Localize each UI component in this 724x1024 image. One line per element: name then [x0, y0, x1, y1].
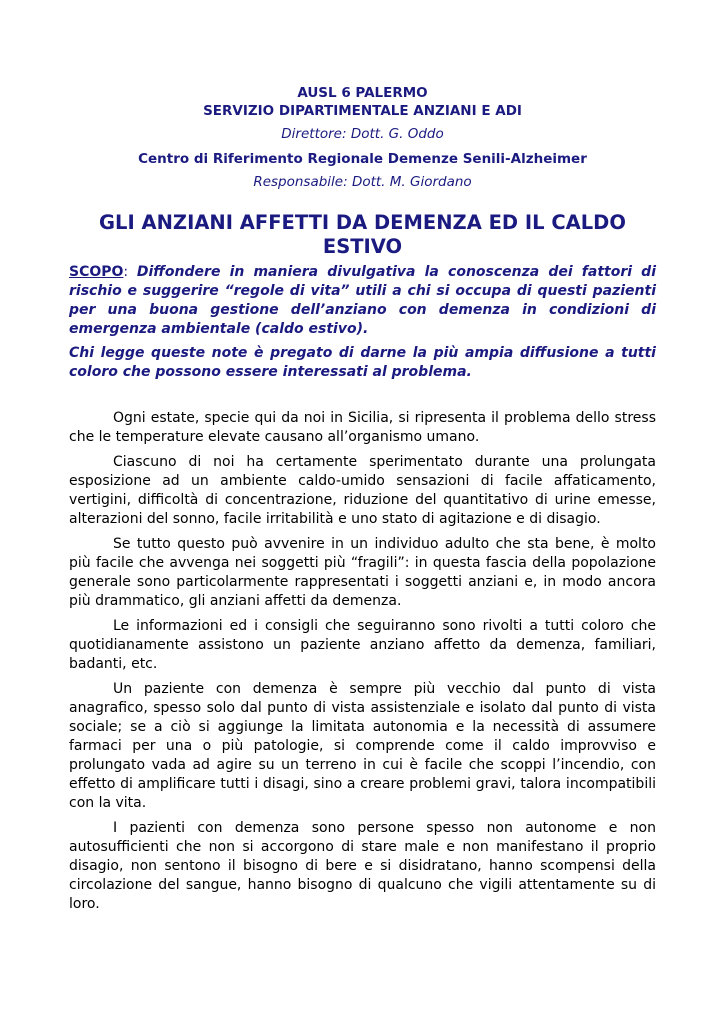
scope-text: Diffondere in maniera divulgativa la conoscenza dei fattori di rischio e suggerire “regole di vita” utili a chi si occupa di questi pazienti per una buona gestione dell’anziano con demenza in condizioni di emergenza ambientale (caldo estivo). — [69, 264, 657, 337]
paragraph: I pazienti con demenza sono persone spesso non autonome e non autosufficienti che non si accorgono di stare male e non manifestano il proprio disagio, non sentono il bisogno di bere e si disidratano, hanno scompensi della circolazione del sangue, hanno bisogno di qualcuno che vigili attentamente su di loro. — [69, 820, 656, 912]
manager-line: Responsabile: Dott. M. Giordano — [253, 174, 472, 190]
paragraph: Se tutto questo può avvenire in un individuo adulto che sta bene, è molto più facile che avvenga nei soggetti più “fragili”: in questa fascia della popolazione generale sono particolarmente rappresentati i soggetti anziani e, in modo ancora più drammatico, gli anziani affetti da demenza. — [69, 536, 656, 609]
director-line: Direttore: Dott. G. Oddo — [281, 126, 444, 142]
paragraph: Le informazioni ed i consigli che seguiranno sono rivolti a tutti coloro che quotidianamente assistono un paziente anziano affetto da demenza, familiari, badanti, etc. — [69, 618, 656, 672]
document-page — [69, 84, 656, 920]
centre-name: Centro di Riferimento Regionale Demenze Senili-Alzheimer — [138, 151, 587, 167]
paragraph: Ogni estate, specie qui da noi in Sicilia, si ripresenta il problema dello stress che le temperature elevate causano all’organismo umano. — [69, 410, 656, 445]
document-title: GLI ANZIANI AFFETTI DA DEMENZA ED IL CALDO ESTIVO — [99, 211, 626, 258]
paragraph: Un paziente con demenza è sempre più vecchio dal punto di vista anagrafico, spesso solo dal punto di vista assistenziale e isolato dal punto di vista sociale; se a ciò si aggiunge la limitata autonomia e la necessità di assumere farmaci per una o più patologie, si comprende come il caldo improvviso e prolungato vada ad agire su un terreno in cui è facile che scoppi l’incendio, con effetto di amplificare tutti i disagi, sino a creare problemi gravi, talora incompatibili con la vita. — [69, 681, 656, 811]
scope-label: SCOPO — [69, 264, 124, 280]
body-text — [69, 409, 656, 914]
distribution-note: Chi legge queste note è pregato di darne la più ampia diffusione a tutti coloro che possono essere interessati al problema. — [69, 345, 656, 380]
paragraph: Ciascuno di noi ha certamente sperimentato durante una prolungata esposizione ad un ambiente caldo-umido sensazioni di facile affaticamento, vertigini, difficoltà di concentrazione, riduzione del quantitativo di urine emesse, alterazioni del sonno, facile irritabilità e uno stato di agitazione e di disagio. — [69, 454, 656, 527]
org-name: AUSL 6 PALERMO — [297, 85, 428, 101]
letterhead — [69, 84, 656, 191]
department-name: SERVIZIO DIPARTIMENTALE ANZIANI E ADI — [203, 103, 522, 119]
scope-statement: SCOPO: Diffondere in maniera divulgativa la conoscenza dei fattori di rischio e suggerire “regole di vita” utili a chi si occupa di questi pazienti per una buona gestione dell’anziano con demenza in condizioni di emergenza ambientale (caldo estivo). — [69, 264, 657, 337]
